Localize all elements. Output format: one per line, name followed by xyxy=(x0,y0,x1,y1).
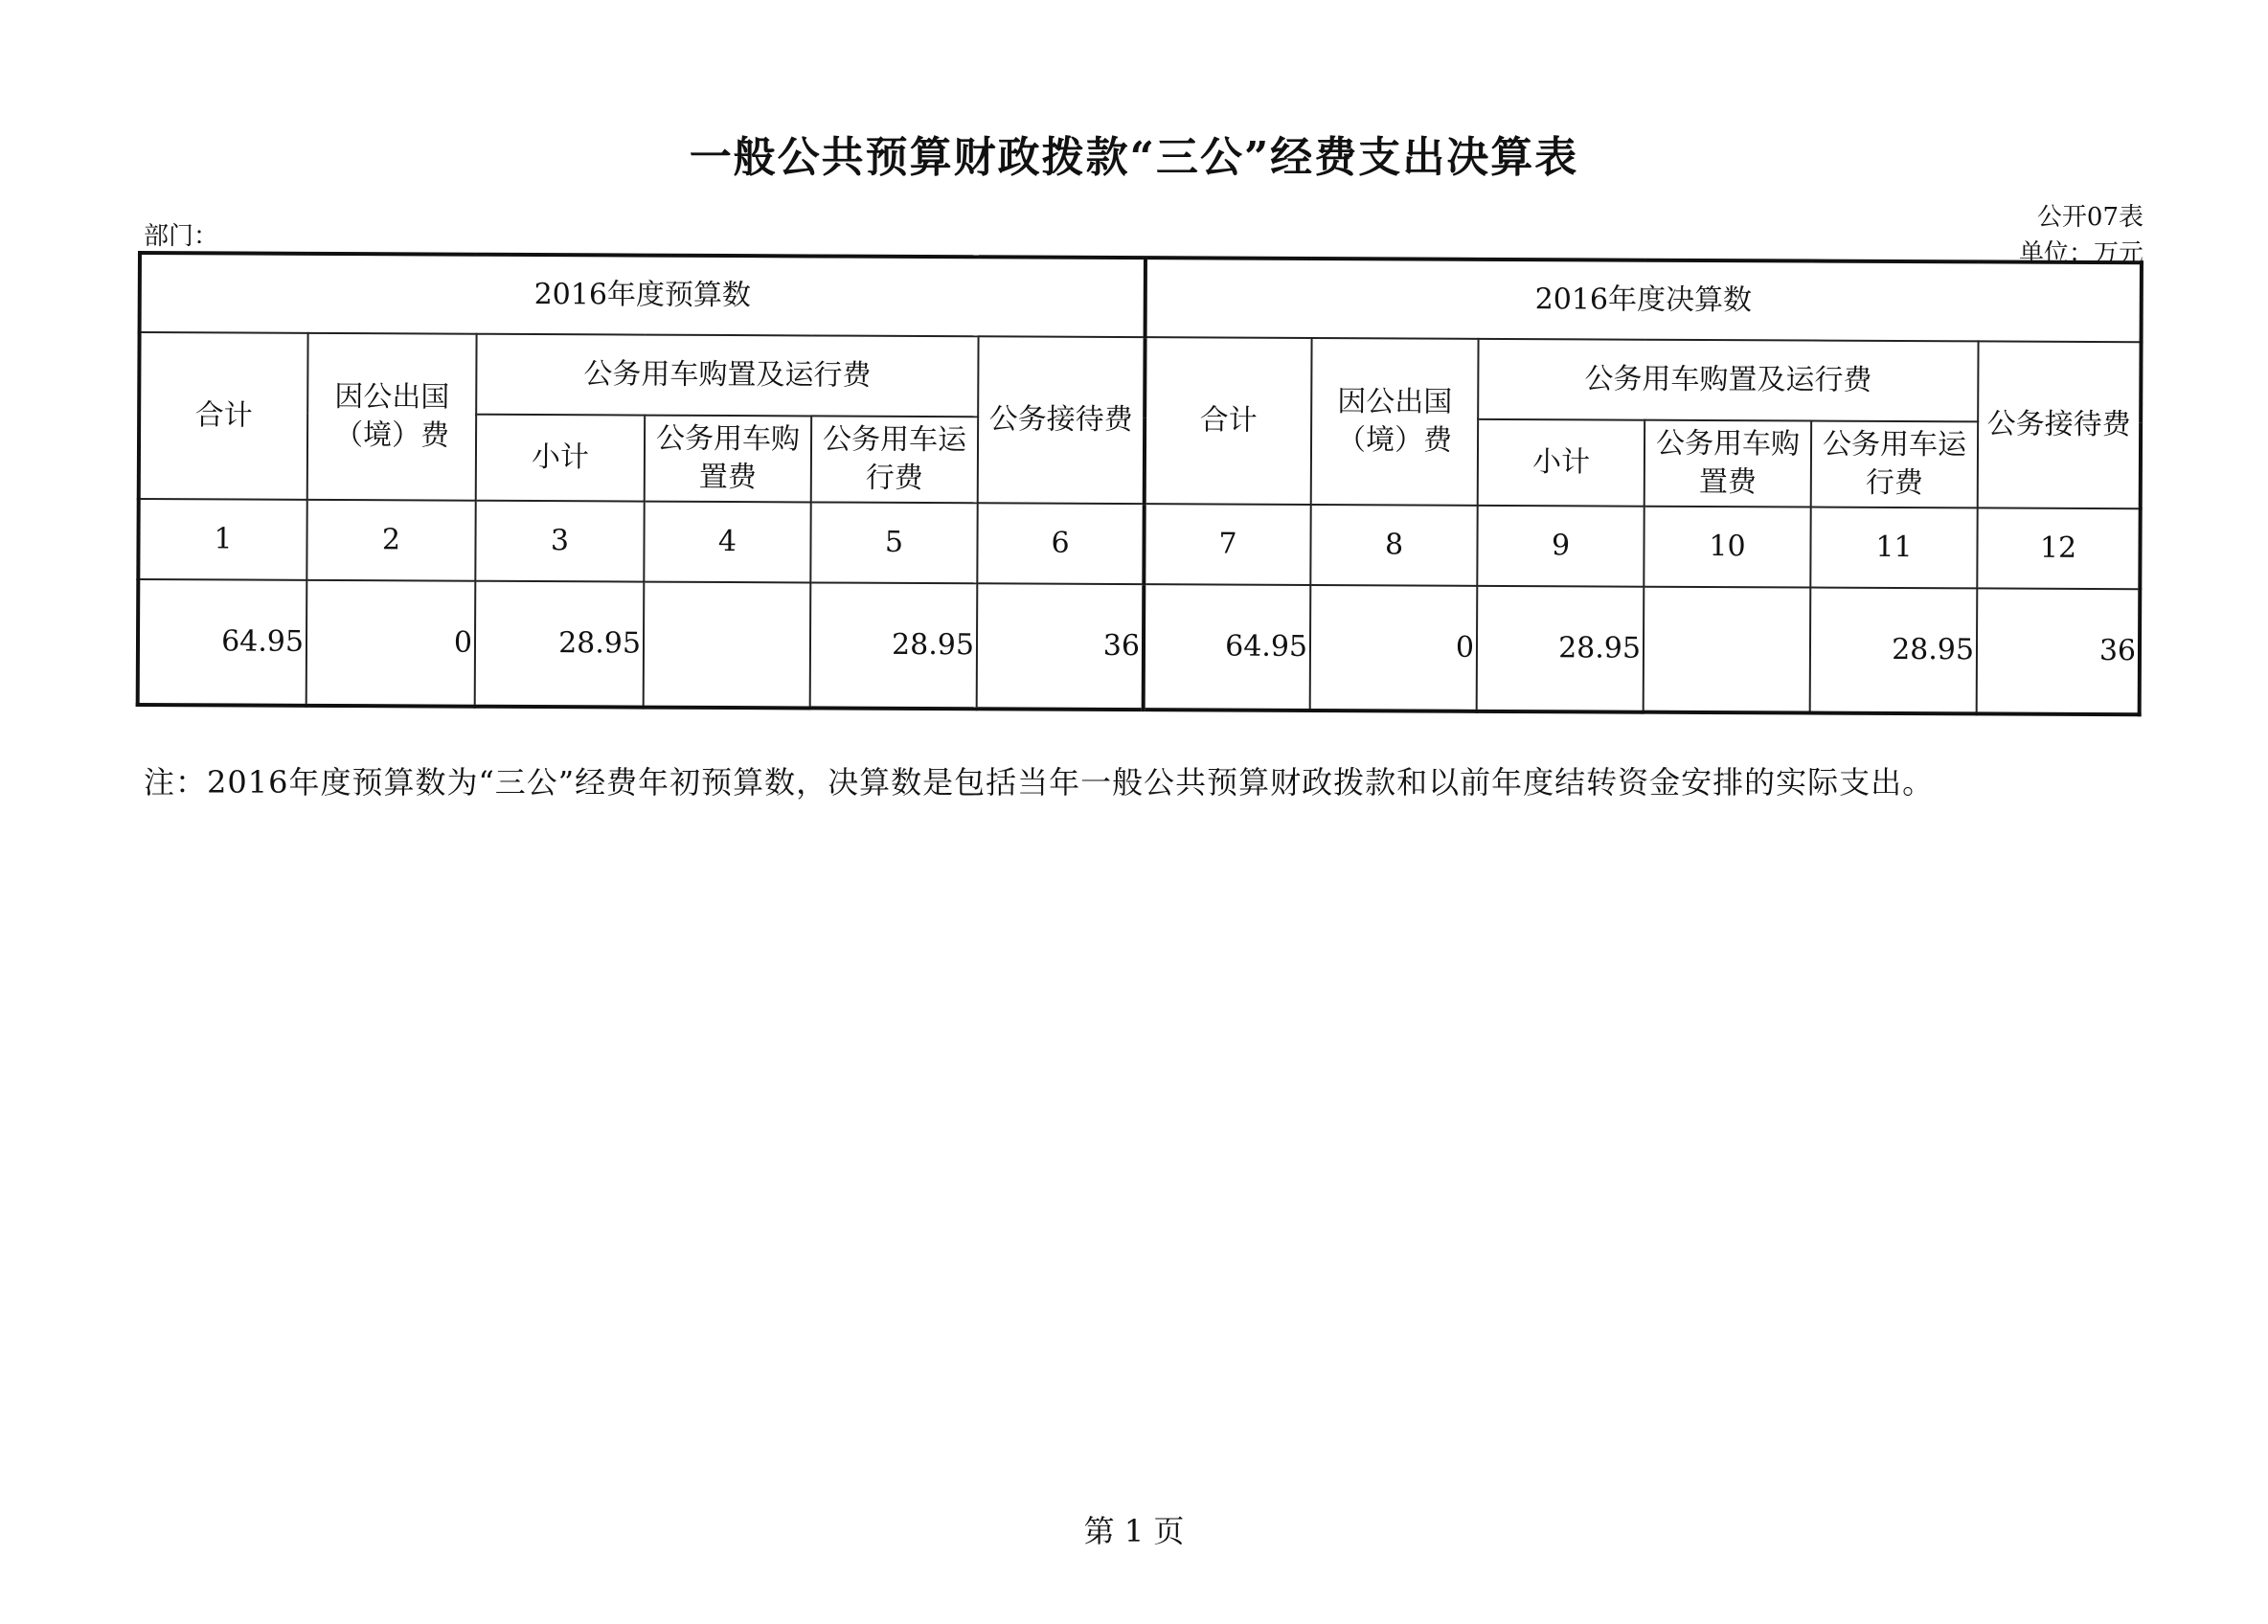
unit-label: 单位：万元 xyxy=(2018,239,2143,268)
final-reception-header: 公务接待费 xyxy=(1978,341,2142,508)
budget-subtotal-value: 28.95 xyxy=(475,581,645,708)
final-vehicle-operation-header: 公务用车运行费 xyxy=(1811,421,1978,508)
final-subtotal-value: 28.95 xyxy=(1477,586,1644,712)
budget-total-value: 64.95 xyxy=(138,579,307,706)
column-number: 5 xyxy=(810,502,977,583)
budget-vehicle-purchase-value xyxy=(644,582,811,709)
footnote: 注：2016年度预算数为“三公”经费年初预算数，决算数是包括当年一般公共预算财政拨款和以前年度结转资金安排的实际支出。 xyxy=(144,764,1935,801)
budget-vehicle-operation-value: 28.95 xyxy=(810,582,978,709)
column-number: 10 xyxy=(1644,507,1810,588)
budget-vehicle-purchase-header: 公务用车购置费 xyxy=(645,416,811,503)
budget-abroad-value: 0 xyxy=(306,580,476,707)
table-number: 公开07表 xyxy=(2036,203,2143,232)
column-number: 7 xyxy=(1144,504,1310,585)
final-total-header: 合计 xyxy=(1145,337,1312,505)
budget-vehicle-operation-header: 公务用车运行费 xyxy=(811,416,978,503)
budget-vehicle-group-header: 公务用车购置及运行费 xyxy=(476,334,978,417)
final-reception-value: 36 xyxy=(1977,588,2141,714)
column-number: 1 xyxy=(138,499,306,580)
final-abroad-value: 0 xyxy=(1310,585,1478,711)
table-container xyxy=(136,251,2140,716)
header-row-periods xyxy=(140,253,2142,342)
column-number: 2 xyxy=(306,500,475,581)
budget-subtotal-header: 小计 xyxy=(476,415,645,502)
final-vehicle-purchase-value xyxy=(1644,587,1811,713)
page-number: 第 1 页 xyxy=(1083,1513,1185,1549)
header-row-categories xyxy=(139,332,2141,422)
final-vehicle-purchase-header: 公务用车购置费 xyxy=(1644,420,1811,508)
column-number: 3 xyxy=(475,501,644,582)
final-header: 2016年度决算数 xyxy=(1145,258,2142,342)
final-vehicle-operation-value: 28.95 xyxy=(1810,588,1978,714)
three-public-expenses-table xyxy=(136,251,2143,716)
column-number-row xyxy=(138,499,2140,589)
document-title: 一般公共预算财政拨款“三公”经费支出决算表 xyxy=(689,133,1579,182)
column-number: 4 xyxy=(644,502,810,583)
table-row-values xyxy=(138,579,2141,714)
column-number: 8 xyxy=(1310,505,1477,586)
column-number: 6 xyxy=(977,503,1144,584)
column-number: 9 xyxy=(1477,506,1644,587)
final-vehicle-group-header: 公务用车购置及运行费 xyxy=(1478,339,1978,422)
budget-abroad-header: 因公出国（境）费 xyxy=(307,333,477,501)
final-abroad-header: 因公出国（境）费 xyxy=(1311,338,1479,506)
column-number: 11 xyxy=(1810,508,1977,589)
final-total-value: 64.95 xyxy=(1144,584,1311,710)
budget-header: 2016年度预算数 xyxy=(140,253,1145,337)
department-label: 部门： xyxy=(144,222,219,251)
budget-reception-value: 36 xyxy=(977,583,1145,710)
budget-reception-header: 公务接待费 xyxy=(978,336,1145,504)
budget-total-header: 合计 xyxy=(139,332,308,500)
column-number: 12 xyxy=(1977,508,2140,589)
final-subtotal-header: 小计 xyxy=(1478,419,1644,507)
